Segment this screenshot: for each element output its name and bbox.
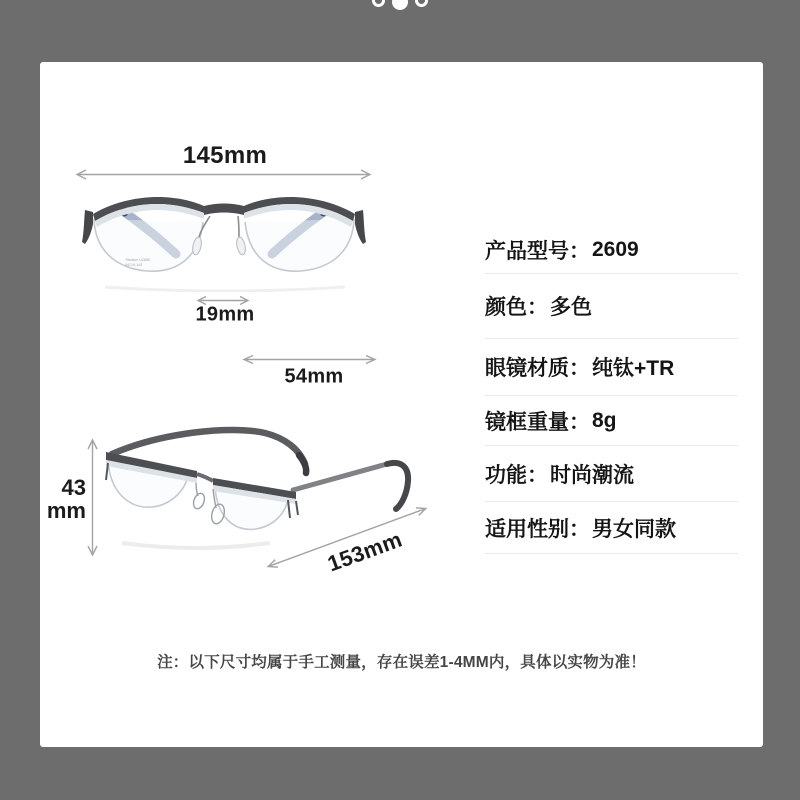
spec-label: 镜框重量	[485, 410, 569, 434]
spec-label: 适用性别	[485, 517, 569, 541]
glasses-front-view	[75, 192, 373, 292]
spec-label: 产品型号	[485, 239, 569, 263]
shadow	[122, 543, 270, 548]
measurement-disclaimer-note: 注：以下尺寸均属于手工测量，存在误差1-4MM内，具体以实物为准！	[157, 654, 646, 671]
temple-length-label: 153mm	[324, 526, 406, 577]
carousel-dot-left-icon	[372, 0, 385, 7]
reflection	[105, 287, 345, 291]
total-width-arrow	[75, 168, 372, 181]
product-card	[40, 62, 763, 747]
spec-value: 8g	[592, 408, 617, 432]
spec-row-material: 眼镜材质 ： 纯钛+TR	[485, 339, 738, 396]
spec-value: 纯钛+TR	[592, 357, 675, 380]
spec-label: 眼镜材质	[485, 357, 569, 380]
lens-width-arrow	[242, 353, 377, 366]
spec-value: 2609	[592, 237, 639, 261]
svg-text:54□19-143: 54□19-143	[125, 263, 142, 267]
bridge	[204, 204, 244, 216]
total-width-label: 145mm	[182, 142, 268, 169]
lens-height-arrow	[86, 438, 99, 557]
spec-row-weight: 镜框重量 ： 8g	[485, 396, 738, 446]
lens-height-label: 43 mm	[46, 475, 86, 523]
spec-list	[485, 226, 738, 554]
spec-row-color: 颜色 ： 多色	[485, 274, 738, 339]
bridge-width-label: 19mm	[195, 303, 255, 326]
spec-value: 多色	[550, 296, 592, 319]
spec-row-model: 产品型号 ： 2609	[485, 226, 738, 274]
spec-label: 颜色	[485, 296, 527, 319]
carousel-dot-right-icon	[415, 0, 428, 7]
spec-row-gender: 适用性别 ： 男女同款	[485, 502, 738, 554]
spec-label: 功能	[485, 463, 527, 487]
spec-row-function: 功能 ： 时尚潮流	[485, 446, 738, 502]
lens-width-label: 54mm	[284, 365, 344, 388]
svg-text:Titanium U2658: Titanium U2658	[125, 258, 150, 262]
carousel-dot-active-icon	[392, 0, 408, 10]
spec-value: 时尚潮流	[550, 463, 634, 487]
spec-value: 男女同款	[592, 517, 676, 541]
near-temple	[293, 463, 408, 509]
